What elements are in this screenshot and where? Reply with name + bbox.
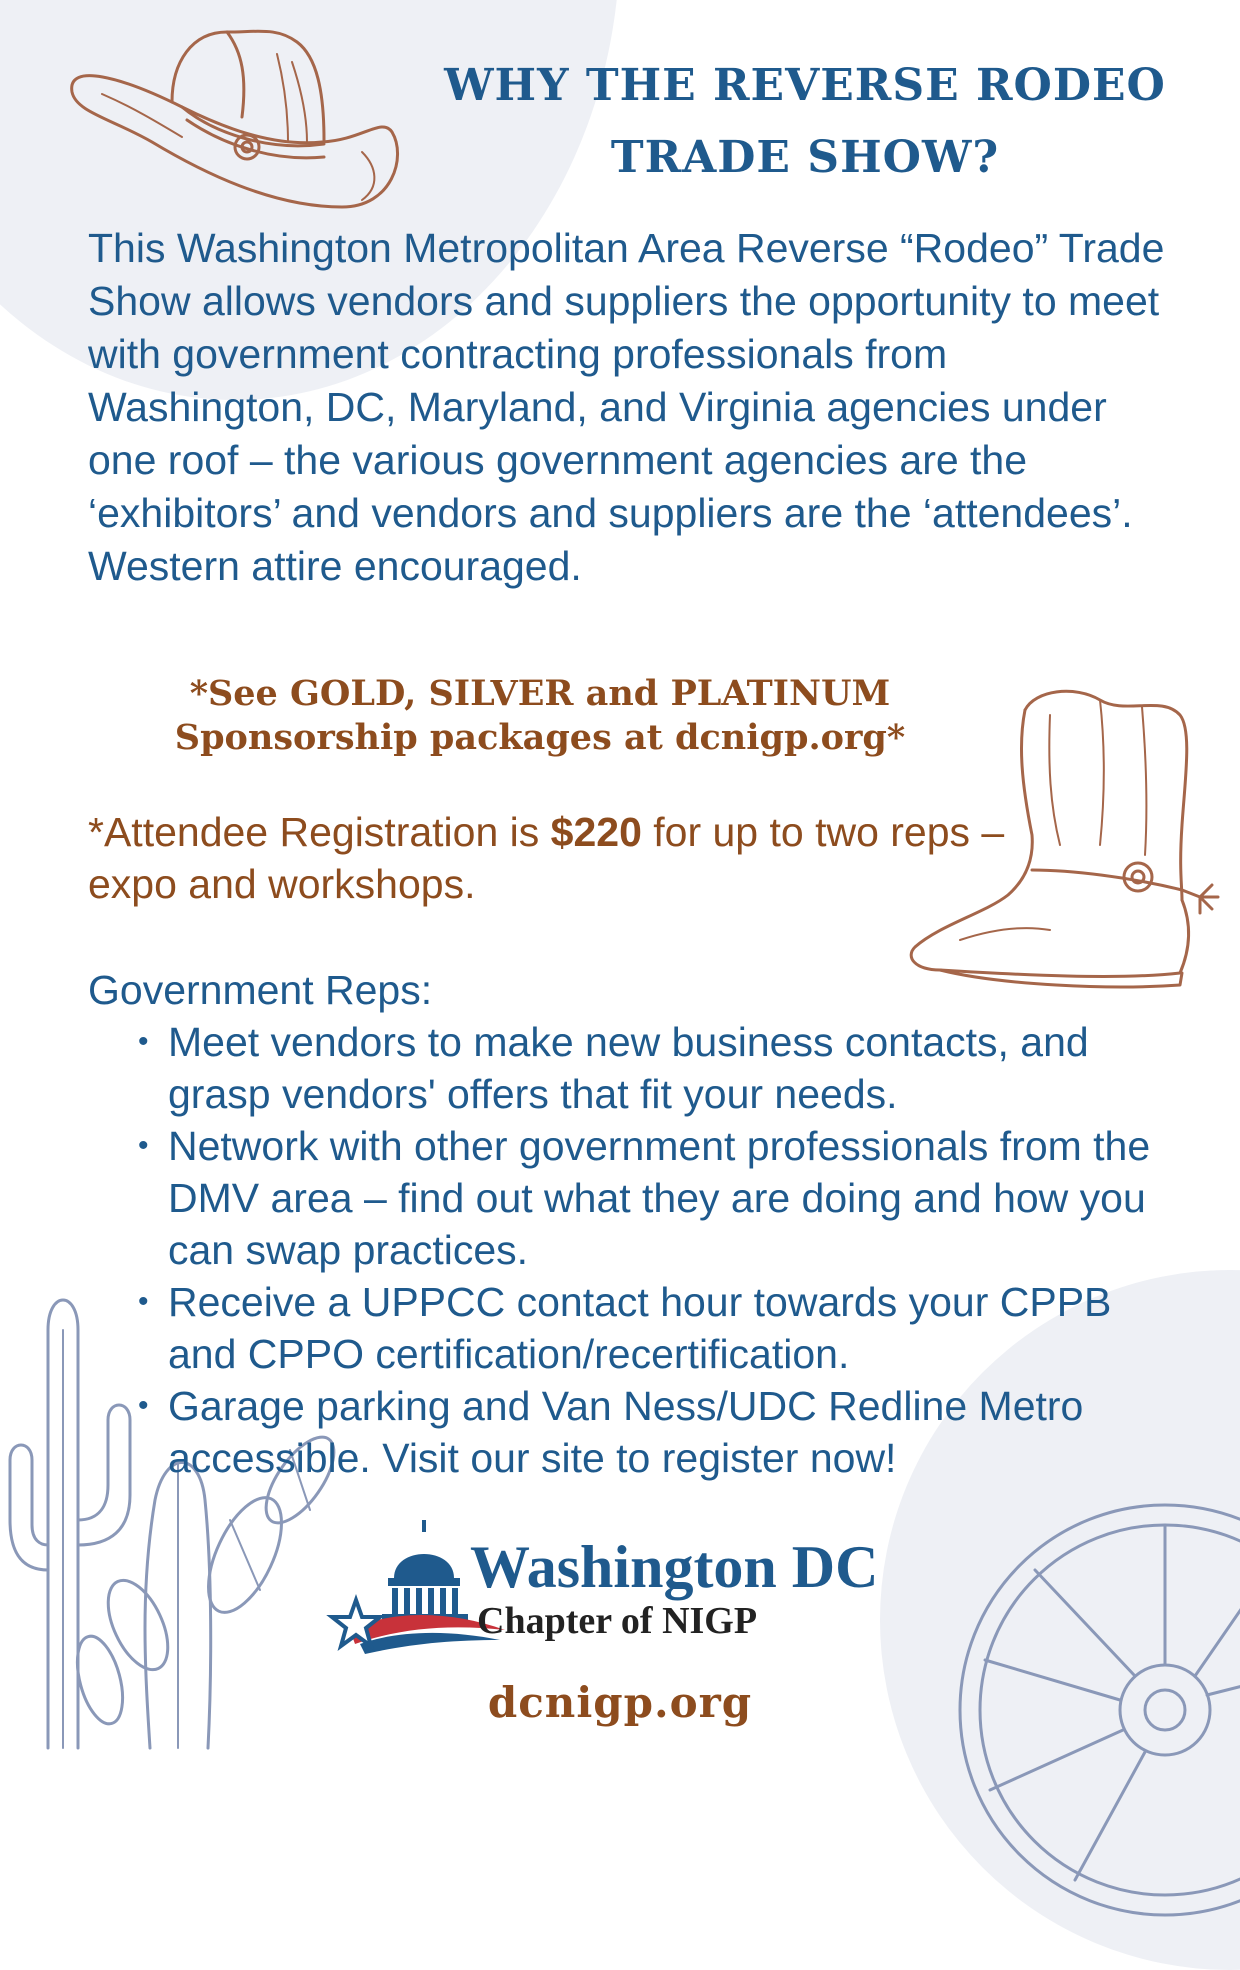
logo-subtitle: Chapter of NIGP xyxy=(477,1600,758,1642)
bullet-icon: • xyxy=(138,1129,149,1162)
list-item-text: Receive a UPPCC contact hour towards your CPPB and CPPO certification/recertification. xyxy=(168,1279,1112,1377)
registration-prefix: *Attendee Registration is xyxy=(88,809,551,855)
star-icon xyxy=(330,1597,382,1649)
registration-suffix: for up to two reps – expo and workshops. xyxy=(88,809,1005,907)
registration-note xyxy=(88,806,1008,910)
sponsorship-note: *See GOLD, SILVER and PLATINUM Sponsorship packages at dcnigp.org* xyxy=(174,673,906,758)
list-item xyxy=(138,1016,1168,1120)
chapter-logo xyxy=(330,1515,890,1665)
registration-price: $220 xyxy=(550,809,642,855)
intro-paragraph: This Washington Metropolitan Area Reverse “Rodeo” Trade Show allows vendors and suppliers the opportunity to meet with government contracting professionals from Washington, DC, Maryland, and Virginia agencies under one roof – the various government agencies are the ‘exhibitors’ and vendors and suppliers are the ‘attendees’. Western attire encouraged. xyxy=(88,225,1165,589)
list-item xyxy=(138,1276,1168,1380)
list-item xyxy=(138,1380,1168,1484)
list-item xyxy=(138,1120,1168,1276)
bullet-icon: • xyxy=(138,1389,149,1422)
bullet-icon: • xyxy=(138,1025,149,1058)
wagon-wheel-icon xyxy=(945,1490,1240,1820)
logo-title: Washington DC xyxy=(470,1534,879,1600)
list-item-text: Garage parking and Van Ness/UDC Redline Metro accessible. Visit our site to register now! xyxy=(168,1383,1084,1481)
list-item-text: Meet vendors to make new business contacts, and grasp vendors' offers that fit your needs. xyxy=(168,1019,1089,1117)
bullet-icon: • xyxy=(138,1285,149,1318)
cowboy-hat-icon xyxy=(62,22,412,222)
website-link[interactable]: dcnigp.org xyxy=(487,1678,753,1727)
page-title: WHY THE REVERSE RODEO TRADE SHOW? xyxy=(444,60,1166,183)
government-benefits-list xyxy=(138,1016,1168,1484)
government-reps-heading: Government Reps: xyxy=(88,967,433,1013)
list-item-text: Network with other government professionals from the DMV area – find out what they are doing and how you can swap practices. xyxy=(168,1123,1151,1273)
